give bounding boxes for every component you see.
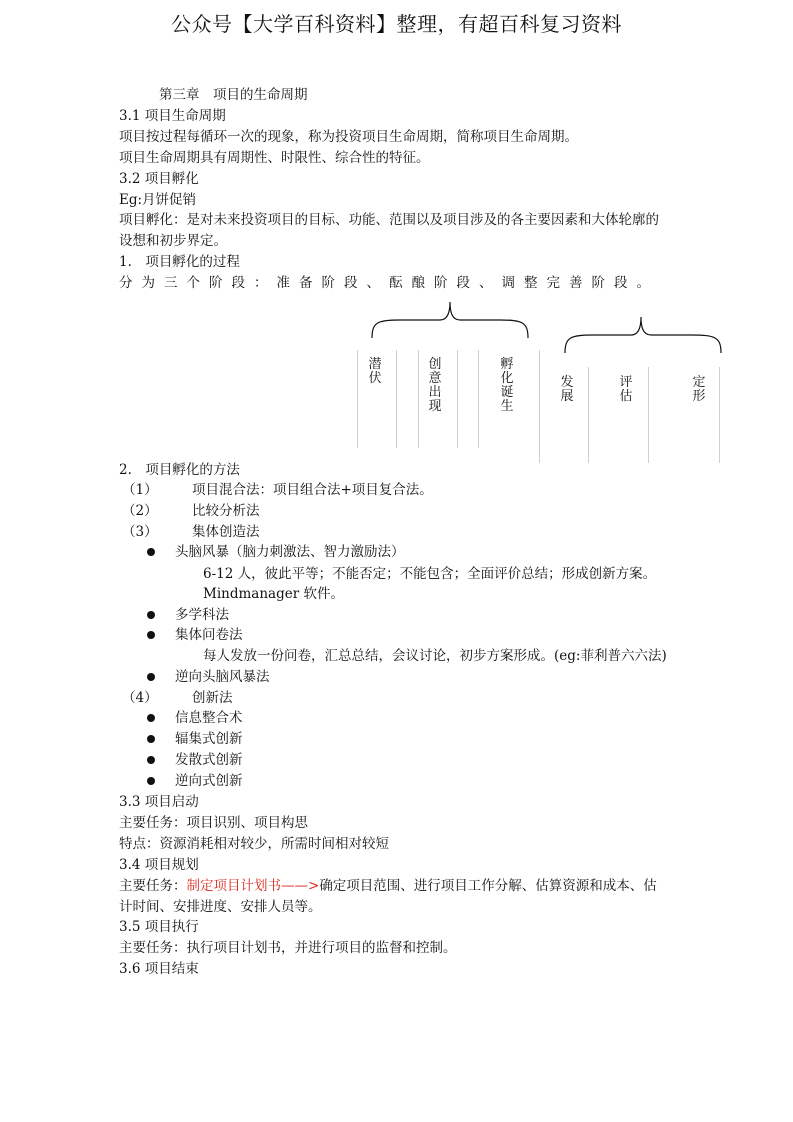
stages-sentence: 分为三个阶段：准备阶段、酝酿阶段、调整完善阶段。 [119,275,659,291]
plan-document-highlight: 制定项目计划书 [186,878,281,894]
bullet-dot [147,611,155,619]
bullet-survey: 集体问卷法 [175,627,243,643]
task-rest: 确定项目范围、进行项目工作分解、估算资源和成本、估 [319,878,657,894]
bullet-dot [147,735,155,743]
bullet-dot [147,777,155,785]
divider [648,367,649,463]
method-2-text: 比较分析法 [192,503,260,519]
divider [719,367,720,463]
innovation-item-3: 发散式创新 [175,752,243,768]
method-1-text: 项目混合法：项目组合法+项目复合法。 [192,482,433,498]
example-line: Eg:月饼促销 [119,192,197,208]
incubation-definition-line-1: 项目孵化：是对未来投资项目的目标、功能、范围以及项目涉及的各主要因素和大体轮廓的 [119,212,659,228]
method-2-number: （2） [122,503,158,519]
section-3-3-feature: 特点：资源消耗相对较少，所需时间相对较短 [119,836,389,852]
bullet-brainstorm: 头脑风暴（脑力刺激法、智力激励法） [175,544,405,560]
section-3-4-task-line-2: 计时间、安排进度、安排人员等。 [119,899,322,915]
brainstorm-detail-1: 6-12 人，彼此平等；不能否定；不能包含；全面评价总结；形成创新方案。 [203,566,657,582]
methods-title: 2. 项目孵化的方法 [119,462,240,478]
method-4-text: 创新法 [192,690,233,706]
divider [539,367,540,463]
stage-b-2: 评估 [619,375,633,404]
divider [588,367,589,463]
divider [396,350,397,448]
divider [418,350,419,448]
arrow-icon: ——> [281,878,320,894]
stage-a-2: 创意出现 [428,357,442,414]
section-3-2-heading: 3.2 项目孵化 [119,171,199,187]
section-3-6-heading: 3.6 项目结束 [119,961,199,977]
chapter-title: 第三章 项目的生命周期 [159,87,308,103]
divider [357,350,358,448]
bullet-dot [147,673,155,681]
section-3-1-features: 项目生命周期具有周期性、时限性、综合性的特征。 [119,150,430,166]
bullet-dot [147,631,155,639]
bullet-dot [147,714,155,722]
bullet-dot [147,548,155,556]
section-3-1-heading: 3.1 项目生命周期 [119,108,226,124]
section-3-4-heading: 3.4 项目规划 [119,857,199,873]
brainstorm-detail-2: Mindmanager 软件。 [203,586,344,602]
method-3-text: 集体创造法 [192,524,260,540]
brace-right [563,315,723,355]
section-3-3-task: 主要任务：项目识别、项目构思 [119,815,308,831]
method-4-number: （4） [122,690,158,706]
brace-left [370,300,530,340]
section-3-5-task: 主要任务：执行项目计划书，并进行项目的监督和控制。 [119,940,457,956]
stage-a-1: 潜伏 [368,357,382,386]
innovation-item-4: 逆向式创新 [175,773,243,789]
method-3-number: （3） [122,524,158,540]
divider [478,350,479,448]
stage-a-3: 孵化诞生 [500,357,514,414]
process-title: 1. 项目孵化的过程 [119,254,240,270]
stage-b-3: 定形 [692,375,706,404]
task-prefix: 主要任务： [119,878,187,894]
innovation-item-2: 辐集式创新 [175,731,243,747]
bullet-multidiscipline: 多学科法 [175,607,229,623]
stage-b-1: 发展 [560,375,574,404]
incubation-definition-line-2: 设想和初步界定。 [119,233,227,249]
bullet-dot [147,756,155,764]
innovation-item-1: 信息整合术 [175,710,243,726]
section-3-5-heading: 3.5 项目执行 [119,919,199,935]
divider [457,350,458,448]
section-3-1-definition: 项目按过程每循环一次的现象，称为投资项目生命周期，简称项目生命周期。 [119,129,578,145]
method-1-number: （1） [122,482,158,498]
page-banner: 公众号【大学百科资料】整理，有超百科复习资料 [171,12,622,36]
section-3-4-task [119,877,657,895]
bullet-reverse-brainstorm: 逆向头脑风暴法 [175,669,270,685]
survey-detail: 每人发放一份问卷，汇总总结，会议讨论，初步方案形成。(eg:菲利普六六法) [203,648,667,664]
section-3-3-heading: 3.3 项目启动 [119,794,199,810]
